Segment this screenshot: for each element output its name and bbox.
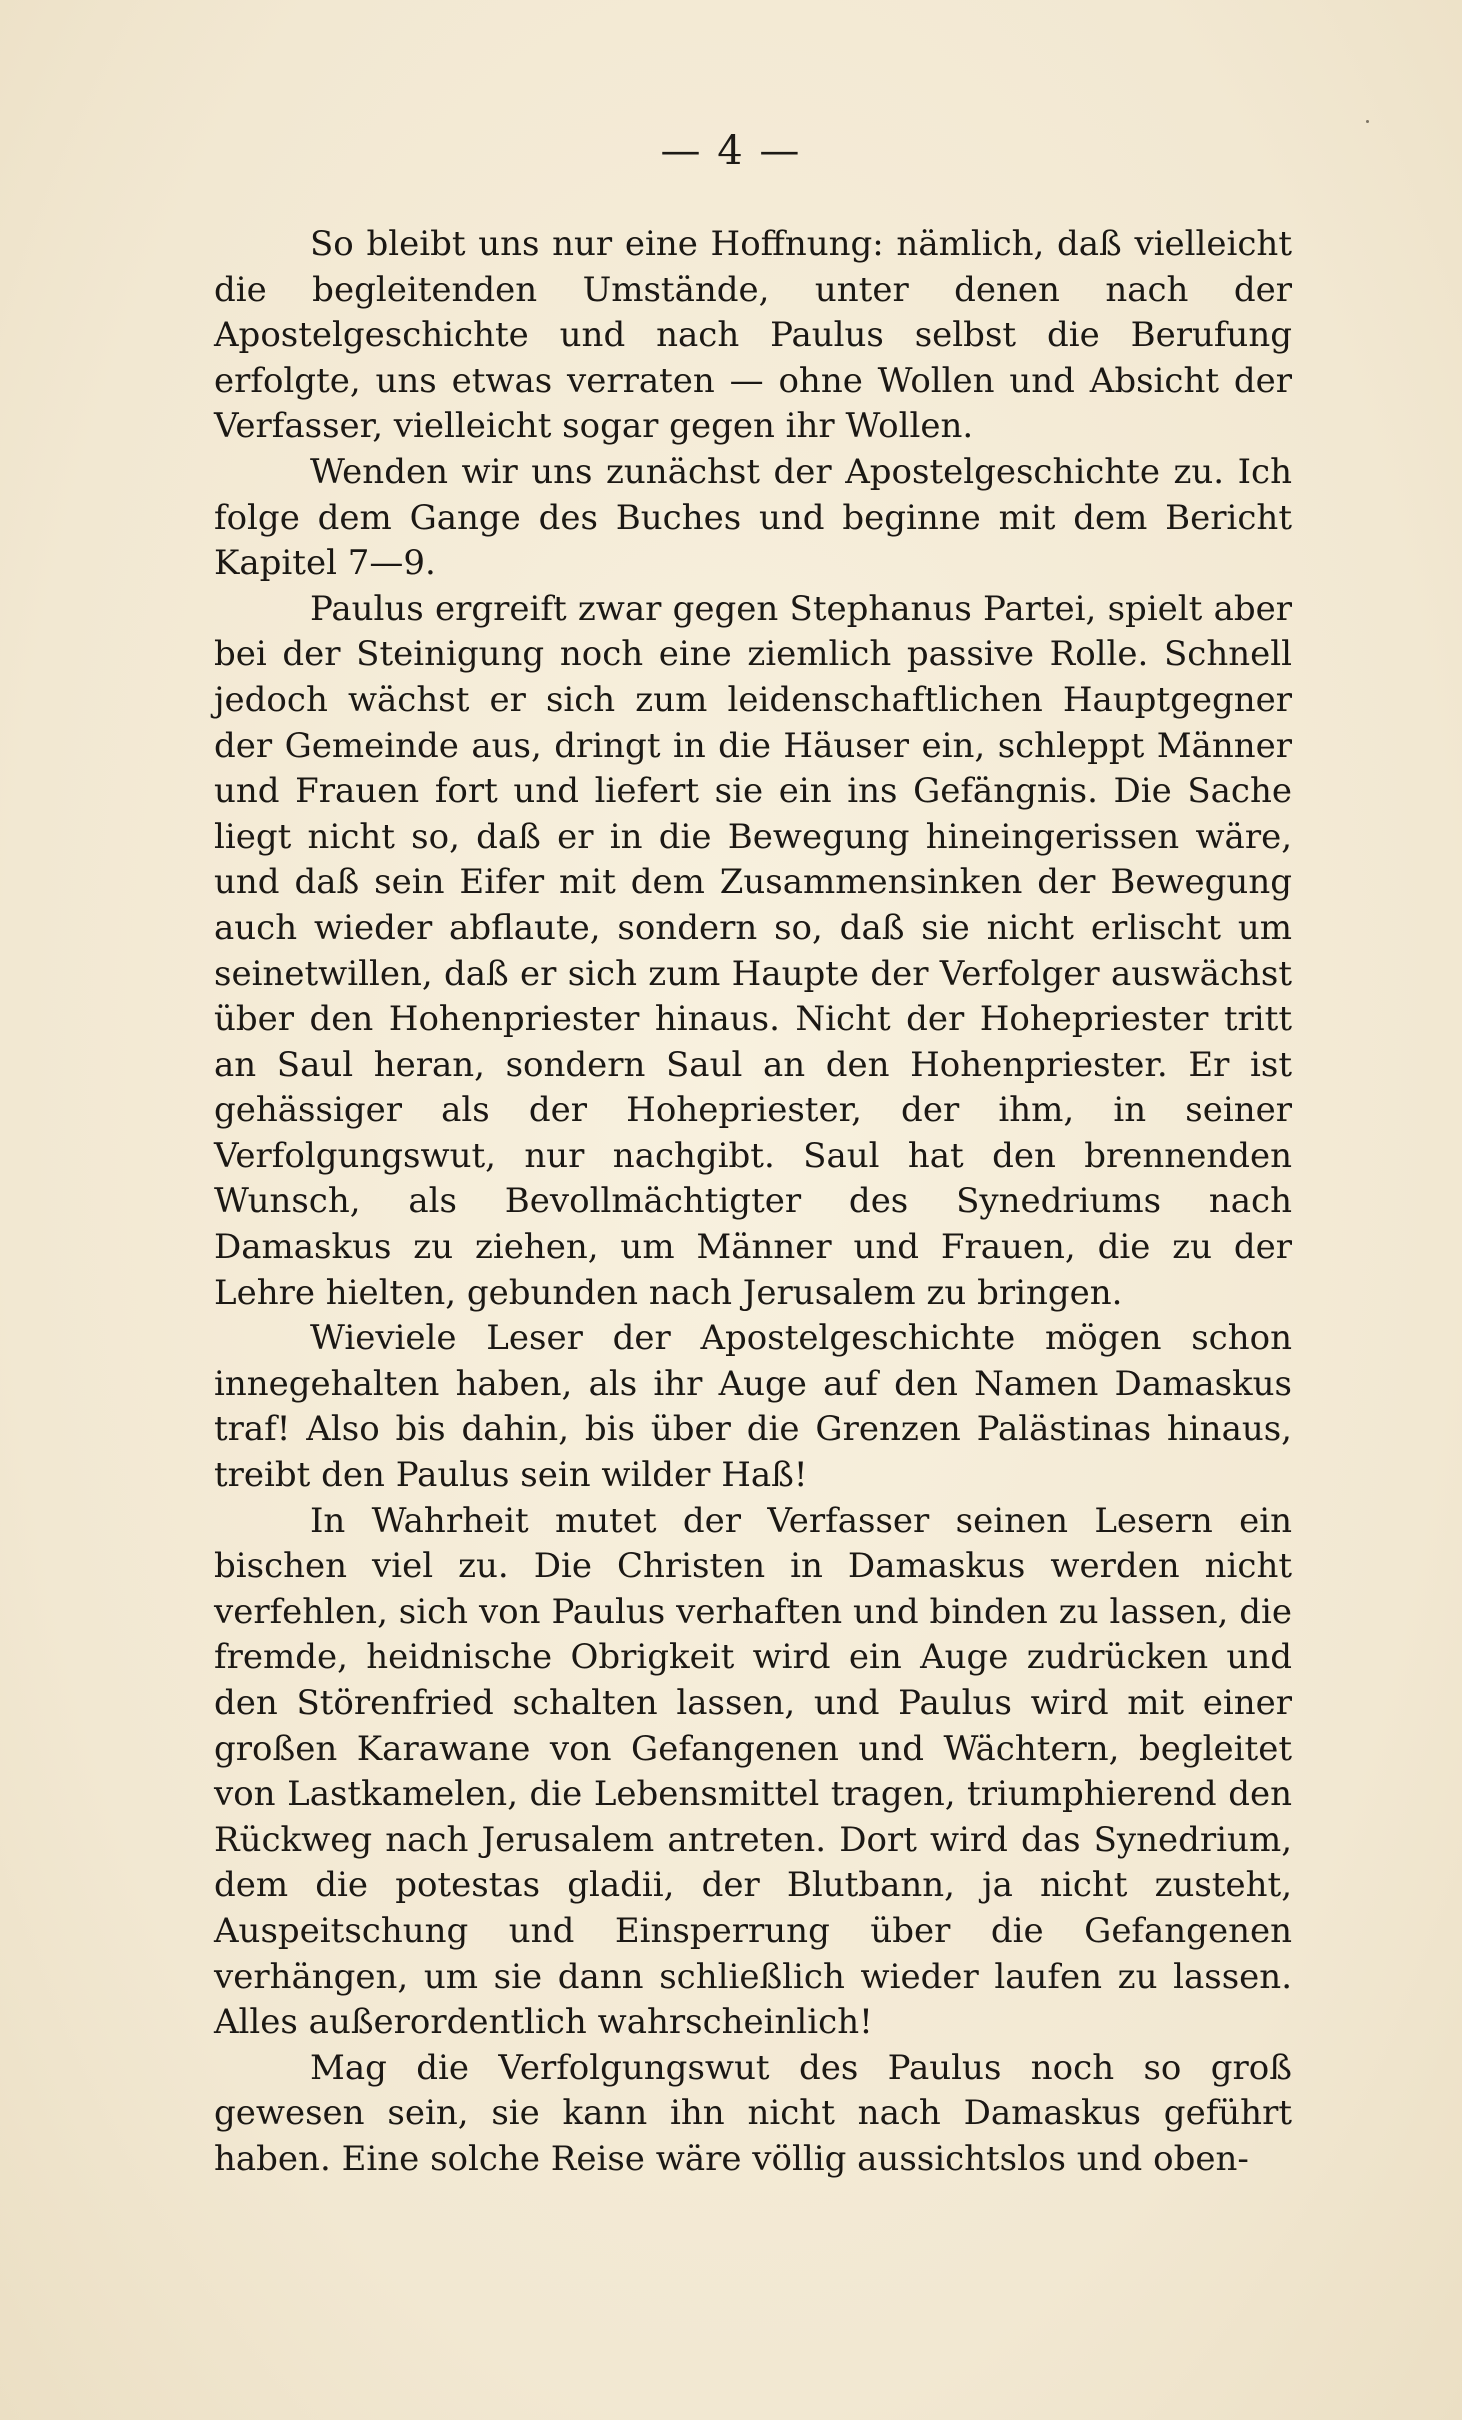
paragraph-4: Wieviele Leser der Apostelgeschichte mögen schon innegehalten haben, als ihr Auge auf den Namen Damaskus traf! Also bis dahin, bis über die Grenzen Palästinas hinaus, treibt den Paulus sein wilder Haß! [214,1318,1292,1496]
paragraph-2: Wenden wir uns zunächst der Apostelgeschichte zu. Ich folge dem Gange des Buches und beginne mit dem Bericht Kapitel 7—9. [214,451,1292,584]
paragraph-5: In Wahrheit mutet der Verfasser seinen Lesern ein bischen viel zu. Die Christen in Damaskus werden nicht verfehlen, sich von Paulus verhaften und binden zu lassen, die fremde, heidnische Obrigkeit wird ein Auge zudrücken und den Störenfried schalten lassen, und Paulus wird mit einer großen Karawane von Gefangenen und Wächtern, begleitet von Lastkamelen, die Lebensmittel tragen, triumphierend den Rückweg nach Jerusalem antreten. Dort wird das Synedrium, dem die potestas gladii, der Blutbann, ja nicht zusteht, Auspeitschung und Einsperrung über die Gefangenen verhängen, um sie dann schließlich wieder laufen zu lassen. Alles außerordentlich wahrscheinlich! [214,1500,1292,2043]
body-text [214,222,1292,2183]
page-speck [1366,120,1369,123]
paragraph-6: Mag die Verfolgungswut des Paulus noch so groß gewesen sein, sie kann ihn nicht nach Damaskus geführt haben. Eine solche Reise wäre völlig aussichtslos und oben- [214,2047,1292,2179]
page-number: — 4 — [660,128,802,174]
paragraph-3: Paulus ergreift zwar gegen Stephanus Partei, spielt aber bei der Steinigung noch eine ziemlich passive Rolle. Schnell jedoch wächst er sich zum leidenschaftlichen Hauptgegner der Gemeinde aus, dringt in die Häuser ein, schleppt Männer und Frauen fort und liefert sie ein ins Gefängnis. Die Sache liegt nicht so, daß er in die Bewegung hineingerissen wäre, und daß sein Eifer mit dem Zusammensinken der Bewegung auch wieder abflaute, sondern so, daß sie nicht erlischt um seinetwillen, daß er sich zum Haupte der Verfolger auswächst über den Hohenpriester hinaus. Nicht der Hohepriester tritt an Saul heran, sondern Saul an den Hohenpriester. Er ist gehässiger als der Hohepriester, der ihm, in seiner Verfolgungswut, nur nachgibt. Saul hat den brennenden Wunsch, als Bevollmächtigter des Synedriums nach Damaskus zu ziehen, um Männer und Frauen, die zu der Lehre hielten, gebunden nach Jerusalem zu bringen. [214,588,1292,1313]
paragraph-1: So bleibt uns nur eine Hoffnung: nämlich, daß vielleicht die begleitenden Umstände, unter denen nach der Apostelgeschichte und nach Paulus selbst die Berufung erfolgte, uns etwas verraten — ohne Wollen und Absicht der Verfasser, vielleicht sogar gegen ihr Wollen. [214,224,1292,447]
